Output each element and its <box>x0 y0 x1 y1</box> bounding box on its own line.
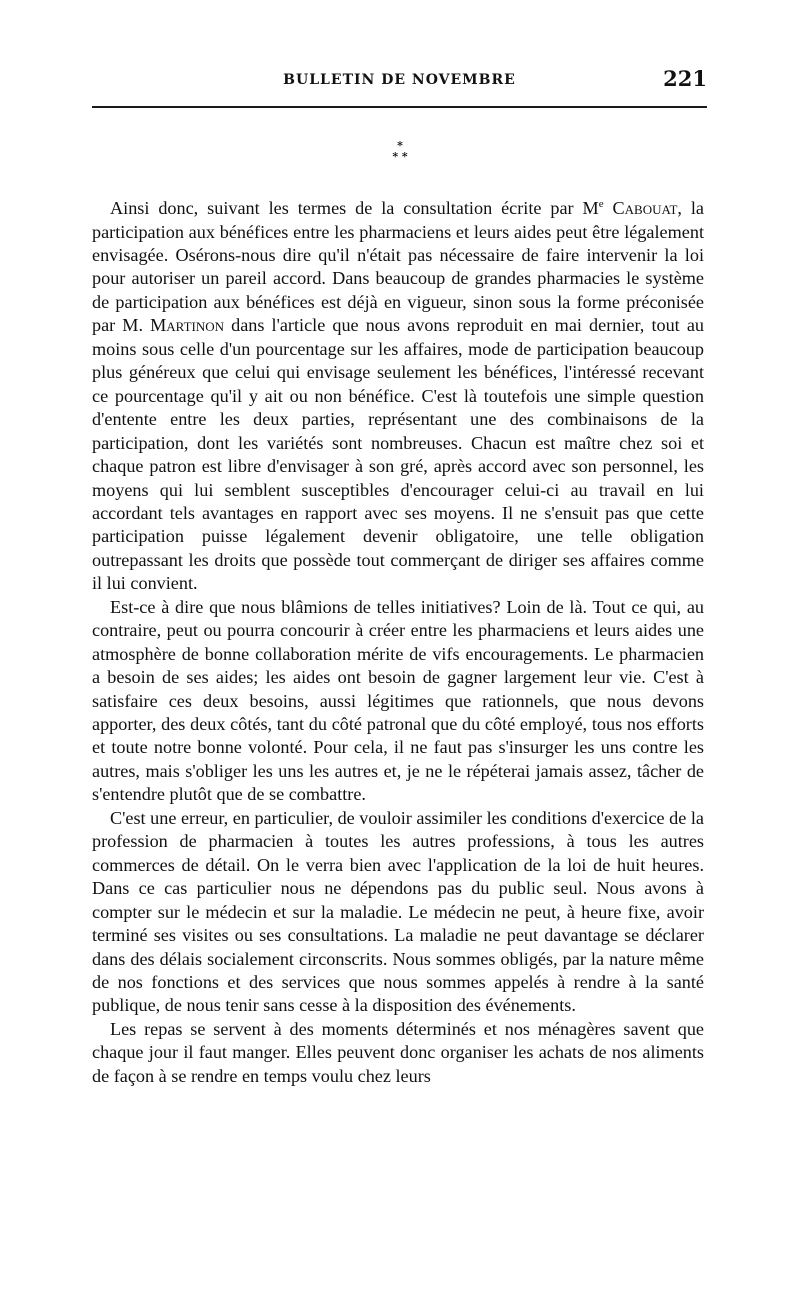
paragraph-1-opening: Ainsi donc, suivant les termes de la consultation écrite par M <box>110 198 599 219</box>
page-number: 221 <box>663 66 707 91</box>
article-body <box>92 193 704 1088</box>
paragraph-2: Est-ce à dire que nous blâmions de telles initiatives? Loin de là. Tout ce qui, au contraire, peut ou pourra concourir à créer entre les pharmaciens et leurs aides une atmosphère de bonne collaboration mérite de vifs encouragements. Le pharmacien a besoin de ses aides; les aides ont besoin de gagner largement leur vie. C'est à satisfaire ces deux besoins, aussi légitimes que rationnels, que nous devons apporter, des deux côtés, tant du côté patronal que du côté employé, tous nos efforts et toute notre bonne volonté. Pour cela, il ne faut pas s'insurger les uns contre les autres, mais s'obliger les uns les autres et, je ne le répéterai jamais assez, tâcher de s'entendre plutôt que de se combattre. <box>92 596 704 805</box>
paragraph-3: C'est une erreur, en particulier, de vouloir assimiler les conditions d'exercice de la profession de pharmacien à toutes les autres professions, à tous les autres commerces de détail. On le verra bien avec l'application de la loi de huit heures. Dans ce cas particulier nous ne dépendons pas du public seul. Nous avons à compter sur le médecin et sur la maladie. Le médecin ne peut, à heure fixe, avoir terminé ses visites ou ses consultations. La maladie ne peut davantage se déclarer dans des délais socialement circonscrits. Nous sommes obligés, par la nature même de nos fonctions et des services que nous sommes appelés à rendre à la santé publique, de nous tenir sans cesse à la disposition des événements. <box>92 807 704 1016</box>
paragraph-1-closing: dans l'article que nous avons reproduit en mai dernier, tout au moins sous celle d'un pourcentage sur les affaires, mode de participation beaucoup plus généreux que celui qui envisage seulement les bénéfices, l'intéressé recevant ce pourcentage qu'il y ait ou non bénéfice. C'est là toutefois une simple question d'entente entre les deux parties, représentant une des combinaisons de la participation, dont les variétés sont nombreuses. Chacun est maître chez soi et chaque patron est libre d'envisager à son gré, après accord avec son personnel, les moyens qui lui semblent susceptibles d'encourager celui-ci au travail en lui accordant tels avantages en rapport avec ses moyens. Il ne s'ensuit pas que cette participation puisse légalement devenir obligatoire, une telle obligation outrepassant les droits que possède tout commerçant de diriger ses affaires comme il lui convient. <box>92 315 704 594</box>
paragraph-1-middle: , la participation aux bénéfices entre les pharmaciens et leurs aides peut être légalement envisagée. Osérons-nous dire qu'il n'était pas nécessaire de faire intervenir la loi pour autoriser un pareil accord. Dans beaucoup de grandes pharmacies le système de participation aux bénéfices est déjà en vigueur, sinon sous la forme préconisée par M. <box>92 198 704 336</box>
title-superscript: e <box>598 198 604 210</box>
author-name-martinon: Martinon <box>150 315 225 336</box>
running-title: BULLETIN DE NOVEMBRE <box>283 72 516 88</box>
asterism-text: * * * <box>392 139 408 163</box>
author-name-cabouat: Cabouat <box>612 198 678 219</box>
page-header <box>92 66 707 108</box>
paragraph-4: Les repas se servent à des moments déterminés et nos ménagères savent que chaque jour il faut manger. Elles peuvent donc organiser les achats de nos aliments de façon à se rendre en temps voulu chez leurs <box>92 1018 704 1086</box>
asterism-ornament <box>0 140 800 162</box>
paragraph-1 <box>92 193 704 596</box>
